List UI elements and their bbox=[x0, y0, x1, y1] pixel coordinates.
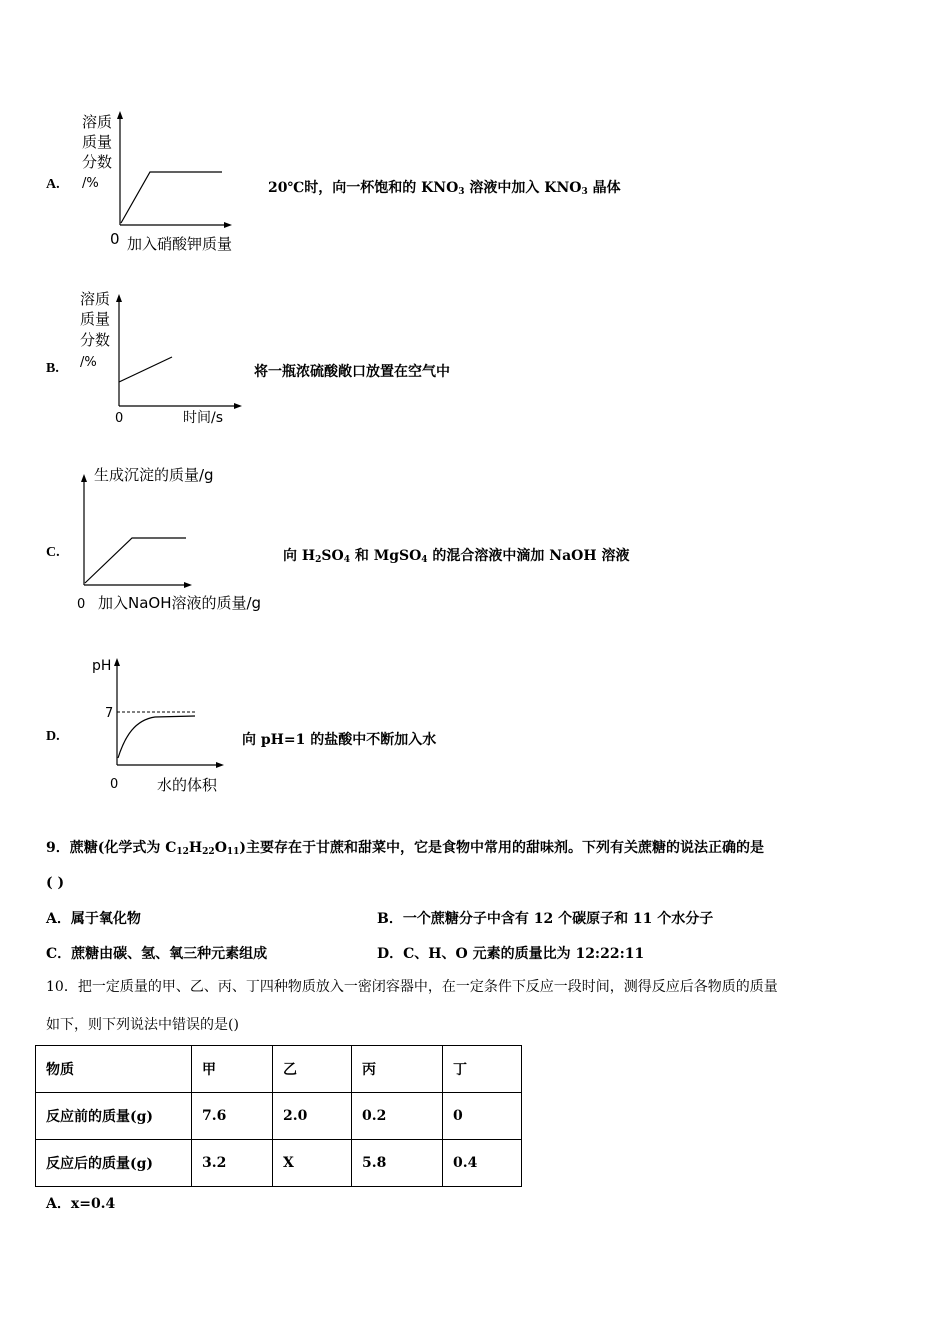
option-d-letter: D. bbox=[46, 729, 60, 744]
table-cell: 反应前的质量(g) bbox=[36, 1093, 192, 1140]
graph-a-ylabel-1: 溶质 bbox=[82, 113, 113, 131]
question-9-choice-a: A．属于氧化物 bbox=[46, 911, 141, 927]
graph-b-xlabel: 时间/s bbox=[183, 410, 224, 426]
table-header-cell: 丙 bbox=[352, 1046, 443, 1093]
table-header-cell: 乙 bbox=[273, 1046, 352, 1093]
graph-b-ylabel-2: 质量 bbox=[80, 310, 111, 328]
graph-c-ylabel: 生成沉淀的质量/g bbox=[94, 466, 214, 484]
graph-d-xlabel: 水的体积 bbox=[157, 776, 218, 794]
graph-b-origin: 0 bbox=[115, 411, 124, 426]
graph-d-ylabel: pH bbox=[92, 658, 112, 674]
graph-a bbox=[70, 105, 270, 257]
table-header-cell: 物质 bbox=[36, 1046, 192, 1093]
option-a-text: 20℃时，向一杯饱和的 $KNO_3$ 溶液中加入 $KNO_3$ 晶体 bbox=[268, 180, 621, 197]
graph-b bbox=[70, 286, 250, 431]
table-cell: 5.8 bbox=[352, 1140, 443, 1187]
graph-a-origin: 0 bbox=[110, 230, 120, 248]
graph-a-ylabel-2: 质量 bbox=[82, 133, 113, 151]
graph-a-xlabel: 加入硝酸钾质量 bbox=[127, 235, 233, 253]
graph-c bbox=[72, 460, 282, 615]
question-9-choice-b: B．一个蔗糖分子中含有 12 个碳原子和 11 个水分子 bbox=[377, 911, 714, 927]
option-d-text: 向 pH=1 的盐酸中不断加入水 bbox=[242, 732, 437, 748]
option-c-letter: C. bbox=[46, 545, 60, 560]
graph-b-ylabel-4: /% bbox=[80, 355, 97, 370]
graph-a-curve bbox=[121, 172, 222, 223]
option-b-text: 将一瓶浓硫酸敞口放置在空气中 bbox=[254, 364, 450, 380]
question-9-blank: ( ) bbox=[46, 875, 65, 891]
graph-d-ref-value: 7 bbox=[105, 706, 114, 721]
question-9-stem: 9．蔗糖(化学式为 $C_{12}H_{22}O_{11}$)主要存在于甘蔗和甜菜中，它是食物中常用的甜味剂。下列有关蔗糖的说法正确的是 bbox=[46, 840, 765, 857]
table-cell: 2.0 bbox=[273, 1093, 352, 1140]
question-10-choice-a: A．x=0.4 bbox=[46, 1196, 116, 1212]
table-cell: 0 bbox=[443, 1093, 522, 1140]
graph-b-curve bbox=[119, 357, 172, 382]
table-cell: 7.6 bbox=[192, 1093, 273, 1140]
question-10-stem-line2: 如下，则下列说法中错误的是() bbox=[46, 1017, 239, 1033]
table-row bbox=[36, 1140, 522, 1187]
table-cell: 0.4 bbox=[443, 1140, 522, 1187]
question-9-choice-c: C．蔗糖由碳、氢、氧三种元素组成 bbox=[46, 946, 268, 962]
graph-d-origin: 0 bbox=[110, 777, 119, 792]
table-cell: X bbox=[273, 1140, 352, 1187]
graph-b-ylabel-1: 溶质 bbox=[80, 290, 111, 308]
table-header-cell: 丁 bbox=[443, 1046, 522, 1093]
graph-a-ylabel-4: /% bbox=[82, 176, 99, 191]
option-c-text: 向 $H_2SO_4$ 和 MgSO$_4$ 的混合溶液中滴加 NaOH 溶液 bbox=[283, 548, 630, 565]
graph-c-curve bbox=[85, 538, 186, 583]
table-header-row bbox=[36, 1046, 522, 1093]
question-10-stem-line1: 10．把一定质量的甲、乙、丙、丁四种物质放入一密闭容器中，在一定条件下反应一段时间，测得反应后各物质的质量 bbox=[46, 979, 778, 995]
graph-d-curve bbox=[118, 716, 195, 758]
option-b-letter: B. bbox=[46, 361, 59, 376]
table-cell: 3.2 bbox=[192, 1140, 273, 1187]
table-cell: 0.2 bbox=[352, 1093, 443, 1140]
table-header-cell: 甲 bbox=[192, 1046, 273, 1093]
option-a-letter: A. bbox=[46, 177, 60, 192]
graph-b-ylabel-3: 分数 bbox=[80, 331, 111, 349]
graph-d bbox=[85, 650, 245, 800]
graph-c-origin: 0 bbox=[77, 597, 86, 612]
table-cell: 反应后的质量(g) bbox=[36, 1140, 192, 1187]
table-row bbox=[36, 1093, 522, 1140]
graph-c-xlabel: 加入NaOH溶液的质量/g bbox=[98, 594, 262, 612]
question-10-table bbox=[35, 1045, 522, 1187]
question-9-choice-d: D．C、H、O 元素的质量比为 12:22:11 bbox=[377, 946, 645, 962]
graph-a-ylabel-3: 分数 bbox=[82, 153, 113, 171]
